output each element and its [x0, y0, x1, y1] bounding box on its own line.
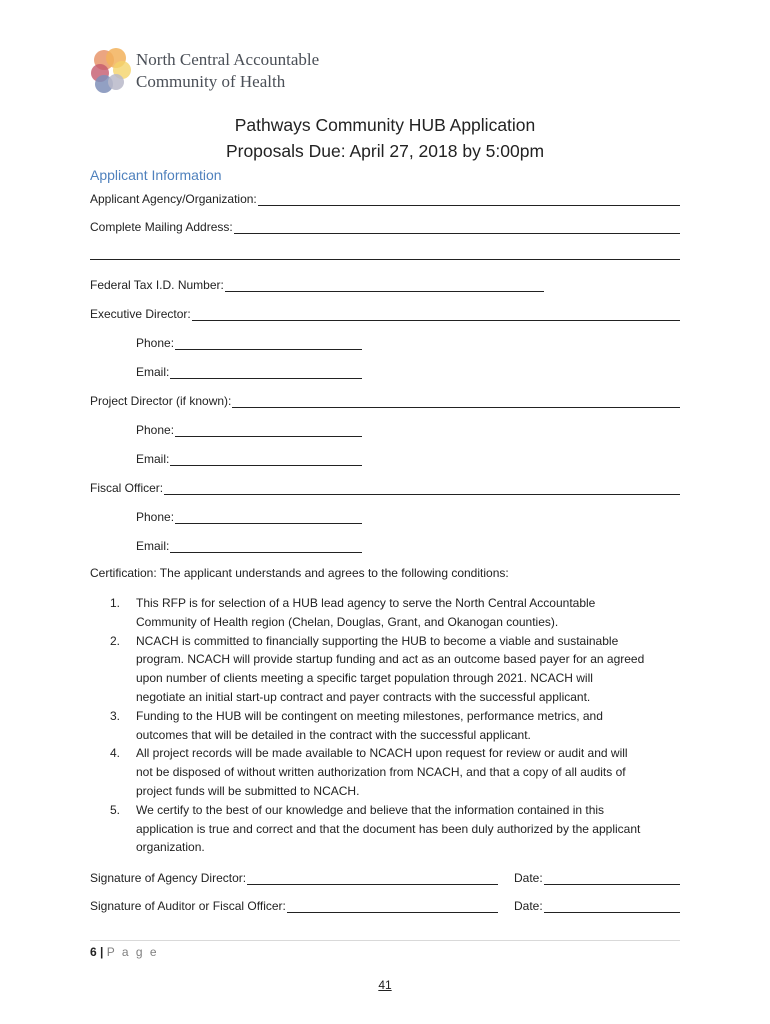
page-footer [90, 945, 159, 959]
condition-line: outcomes that will be detailed in the contract with the successful applicant. [136, 727, 531, 742]
footer-page-number: 6 [90, 945, 97, 959]
tax-id-field[interactable] [90, 274, 544, 292]
project-director-input-line[interactable] [232, 392, 680, 408]
auditor-signature-line[interactable] [287, 897, 498, 913]
condition-line: Community of Health region (Chelan, Douglas, Grant, and Okanogan counties). [136, 614, 559, 629]
condition-item [90, 707, 690, 745]
condition-line: This RFP is for selection of a HUB lead agency to serve the North Central Accountable [136, 596, 596, 610]
condition-line: NCACH is committed to financially supporting the HUB to become a viable and sustainable [136, 633, 619, 648]
fiscal-phone-field[interactable] [136, 506, 362, 524]
condition-line: All project records will be made available to NCACH upon request for review or audit and will [136, 746, 628, 761]
proj-email-field[interactable] [136, 448, 362, 466]
title-line-1: Pathways Community HUB Application [234, 115, 536, 135]
condition-line: organization. [136, 840, 205, 855]
date-input-line-1[interactable] [544, 869, 680, 885]
certification-intro: Certification: The applicant understands and agrees to the following conditions: [90, 566, 509, 580]
project-director-label: Project Director (if known): [90, 394, 232, 408]
logo-line-1: North Central Accountable [136, 50, 320, 69]
tax-id-label: Federal Tax I.D. Number: [90, 278, 224, 292]
date-input-line-2[interactable] [544, 897, 680, 913]
logo-line-2: Community of Health [136, 72, 286, 91]
section-heading: Applicant Information [90, 167, 222, 183]
condition-number: 5. [110, 802, 121, 817]
date-label-2: Date: [514, 899, 543, 913]
condition-line: negotiate an initial start-up contract and payer contracts with the successful applicant. [136, 689, 591, 704]
exec-director-input-line[interactable] [192, 305, 680, 321]
condition-line: We certify to the best of our knowledge and believe that the information contained in this [136, 802, 605, 817]
ncach-logo [90, 46, 350, 96]
project-director-field[interactable] [90, 390, 680, 408]
fiscal-phone-input-line[interactable] [175, 508, 362, 524]
date-field-2[interactable] [514, 895, 680, 913]
address-input-line[interactable] [234, 218, 680, 234]
condition-line: Funding to the HUB will be contingent on meeting milestones, performance metrics, and [136, 708, 603, 723]
condition-item [90, 744, 690, 800]
agency-director-signature-label: Signature of Agency Director: [90, 871, 247, 885]
exec-phone-input-line[interactable] [175, 334, 362, 350]
proj-email-input-line[interactable] [170, 450, 362, 466]
fiscal-officer-input-line[interactable] [164, 479, 680, 495]
exec-phone-field[interactable] [136, 332, 362, 350]
footer-divider [90, 940, 680, 941]
condition-number: 3. [110, 708, 121, 723]
condition-line: program. NCACH will provide startup funding and act as an outcome based payer for an agreed [136, 652, 645, 667]
proj-phone-field[interactable] [136, 419, 362, 437]
exec-email-field[interactable] [136, 361, 362, 379]
logo-text [136, 49, 319, 93]
condition-line: not be disposed of without written authorization from NCACH, and that a copy of all audits of [136, 765, 626, 780]
exec-email-input-line[interactable] [170, 363, 362, 379]
proj-phone-label: Phone: [136, 423, 175, 437]
condition-item [90, 632, 690, 707]
document-page-number: 41 [378, 978, 392, 992]
agency-input-line[interactable] [258, 190, 680, 206]
fiscal-phone-label: Phone: [136, 510, 175, 524]
fiscal-email-input-line[interactable] [170, 537, 362, 553]
title-line-2: Proposals Due: April 27, 2018 by 5:00pm [225, 141, 545, 161]
address-extra-line[interactable] [90, 259, 680, 260]
proj-email-label: Email: [136, 452, 170, 466]
condition-number: 1. [110, 596, 121, 610]
address-field[interactable] [90, 216, 680, 234]
date-label-1: Date: [514, 871, 543, 885]
tax-id-input-line[interactable] [225, 276, 544, 292]
condition-line: application is true and correct and that the document has been duly authorized by the applicant [136, 821, 641, 836]
footer-page-word: P a g e [106, 945, 159, 959]
proj-phone-input-line[interactable] [175, 421, 362, 437]
condition-line: project funds will be submitted to NCACH. [136, 783, 360, 798]
exec-director-field[interactable] [90, 303, 680, 321]
condition-number: 2. [110, 633, 121, 648]
exec-director-label: Executive Director: [90, 307, 191, 321]
auditor-signature-field[interactable] [90, 895, 498, 913]
date-field-1[interactable] [514, 867, 680, 885]
condition-line: upon number of clients meeting a specific target population through 2021. NCACH will [136, 671, 593, 686]
address-label: Complete Mailing Address: [90, 220, 233, 234]
fiscal-email-field[interactable] [136, 535, 362, 553]
condition-item [90, 594, 690, 632]
footer-separator: | [96, 945, 107, 959]
exec-email-label: Email: [136, 365, 170, 379]
fiscal-officer-label: Fiscal Officer: [90, 481, 164, 495]
fiscal-officer-field[interactable] [90, 477, 680, 495]
conditions-list [90, 594, 690, 857]
agency-director-signature-line[interactable] [247, 869, 498, 885]
exec-phone-label: Phone: [136, 336, 175, 350]
condition-number: 4. [110, 746, 121, 761]
agency-director-signature-field[interactable] [90, 867, 498, 885]
condition-item [90, 801, 690, 857]
agency-field[interactable] [90, 188, 680, 206]
agency-label: Applicant Agency/Organization: [90, 192, 257, 206]
fiscal-email-label: Email: [136, 539, 170, 553]
logo-mark-icon [90, 46, 134, 96]
auditor-signature-label: Signature of Auditor or Fiscal Officer: [90, 899, 286, 913]
